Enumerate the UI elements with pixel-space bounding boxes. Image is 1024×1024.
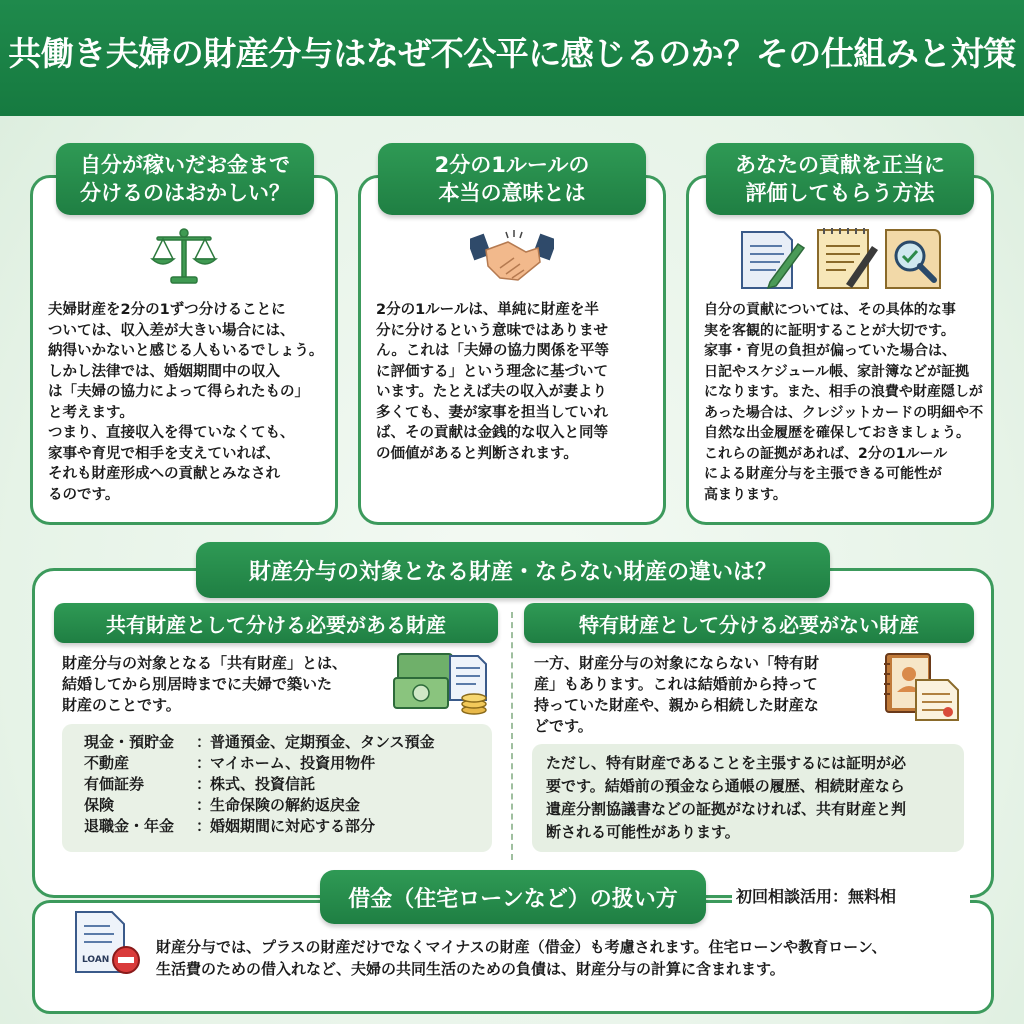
page-title: 共働き夫婦の財産分与はなぜ不公平に感じるのか？その仕組みと対策 — [8, 34, 1016, 73]
scales-icon — [149, 225, 219, 289]
debt-section-text: 財産分与では、プラスの財産だけでなくマイナスの財産（借金）も考慮されます。住宅ローンや教育ローン、 生活費のための借入れなど、夫婦の共同生活のための負債は、財産分与の計算に含まれます。 — [156, 938, 887, 978]
card-contribution-text: 自分の貢献については、その具体的な事 実を客観的に証明することが大切です。 家事・育児の負担が偏っていた場合は、 日記やスケジュール帳、家計簿などが証拠 になります。また、相手の浪費や財産隠しが あった場合は、クレジットカードの明細や不 自然な出金履歴を確保しておきましょう。 これらの証拠があれば、2分の1ルール による財産分与を主張できる可能性が 高まります。 — [704, 302, 984, 503]
separate-assets-note: ただし、特有財産であることを主張するには証明が必 要です。結婚前の預金なら通帳の履歴、相続財産なら 遺産分割協議書などの証拠がなければ、共有財産と判 断される可能性があります。 — [532, 744, 964, 852]
section-divider — [511, 612, 513, 860]
card-own-income-heading: 自分が稼いだお金まで 分けるのはおかしい？ — [56, 143, 314, 215]
loan-document-icon — [72, 910, 144, 976]
svg-text:LOAN: LOAN — [82, 955, 110, 965]
card-half-rule-heading: 2分の1ルールの 本当の意味とは — [378, 143, 646, 215]
shared-assets-heading: 共有財産として分ける必要がある財産 — [54, 603, 498, 643]
documents-icon — [740, 226, 950, 292]
separate-assets-intro: 一方、財産分与の対象にならない「特有財 産」もあります。これは結婚前から持って 持っていた財産や、親から相続した財産な どです。 — [534, 654, 820, 735]
assets-section-heading: 財産分与の対象となる財産・ならない財産の違いは？ — [196, 542, 830, 598]
asset-row: 現金・預貯金 ： 普通預金、定期預金、タンス預金 — [84, 733, 435, 751]
shared-assets-intro: 財産分与の対象となる「共有財産」とは、 結婚してから別居時までに夫婦で築いた 財産のことです。 — [62, 654, 348, 714]
inheritance-document-icon — [882, 650, 964, 722]
debt-side-note: 初回相談活用：無料相 — [732, 884, 970, 907]
card-own-income-text: 夫婦財産を2分の1ずつ分けることに ついては、収入差が大きい場合には、 納得いかないと感じる人もいるでしょう。 しかし法律では、婚姻期間中の収入 は「夫婦の協力によって得られたもの」 と考えます。 つまり、直接収入を得ていなくても、 家事や育児で相手を支えていれば、 それも財産形成への貢献とみなされ るのです。 — [48, 302, 324, 503]
asset-row: 保険 ： 生命保険の解約返戻金 — [84, 796, 361, 814]
money-icon — [392, 650, 496, 716]
card-half-rule-text: 2分の1ルールは、単純に財産を半 分に分けるという意味ではありませ ん。これは「夫婦の協力関係を平等 に評価する」という理念に基づいて います。たとえば夫の収入が妻より 多くても、妻が家事を担当していれ ば、その貢献は金銭的な収入と同等 の価値があると判断されます。 — [376, 302, 609, 462]
shared-assets-list — [62, 724, 492, 852]
asset-row: 有価証券 ： 株式、投資信託 — [84, 775, 316, 793]
asset-row: 退職金・年金 ： 婚姻期間に対応する部分 — [84, 817, 376, 835]
card-contribution-heading: あなたの貢献を正当に 評価してもらう方法 — [706, 143, 974, 215]
handshake-icon — [470, 228, 554, 288]
separate-assets-heading: 特有財産として分ける必要がない財産 — [524, 603, 974, 643]
asset-row: 不動産 ： マイホーム、投資用物件 — [84, 754, 376, 772]
debt-section-heading: 借金（住宅ローンなど）の扱い方 — [320, 870, 706, 924]
header-banner — [0, 0, 1024, 116]
